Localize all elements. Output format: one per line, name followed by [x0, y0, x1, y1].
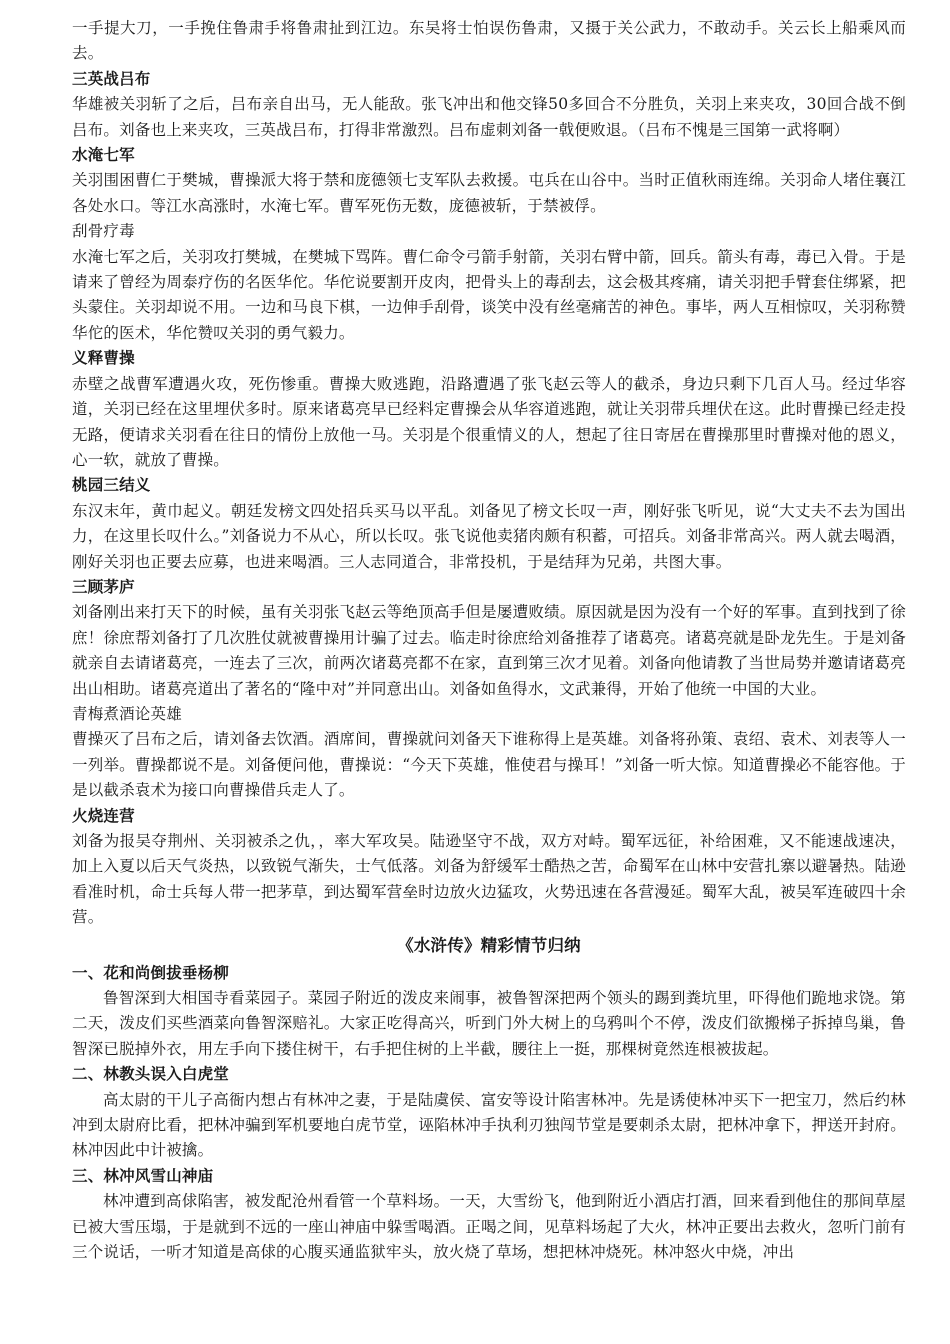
section-text-qingmei: 曹操灭了吕布之后，请刘备去饮酒。酒席间，曹操就问刘备天下谁称得上是英雄。刘备将孙策、袁绍、袁术、刘表等人一一列举。曹操都说不是。刘备便问他，曹操说：“今天下英雄，惟使君与操耳！”刘备一听大惊。知道曹操必不能容他。于是以截杀袁术为接口向曹操借兵走人了。: [72, 730, 906, 800]
shuihu-section-title-1: 一、花和尚倒拔垂杨柳: [72, 963, 230, 982]
intro-paragraph: 一手提大刀，一手挽住鲁肃手将鲁肃扯到江边。东吴将士怕误伤鲁肃，又摄于关公武力，不敢动手。关云长上船乘风而去。: [72, 19, 906, 63]
shuihu-section-text-3: 林冲遭到高俅陷害，被发配沧州看管一个草料场。一天，大雪纷飞，他到附近小酒店打酒，回来看到他住的那间草屋已被大雪压塌，于是就到不远的一座山神庙中躲雪喝酒。正喝之间，见草料场起了大火，林冲正要出去救火，忽听门前有三个说话，一听才知道是高俅的心腹买通监狱牢头，放火烧了草场，想把林冲烧死。林冲怒火中烧，冲出: [72, 1192, 906, 1262]
section-title-sangu: 三顾茅庐: [72, 577, 135, 596]
section-title-yishi: 义释曹操: [72, 349, 135, 368]
section-text-sanying: 华雄被关羽斩了之后，吕布亲自出马，无人能敌。张飞冲出和他交锋50多回合不分胜负，关羽上来夹攻，30回合战不倒吕布。刘备也上来夹攻，三英战吕布，打得非常激烈。吕布虚刺刘备一戟便败退。（吕布不愧是三国第一武将啊）: [72, 95, 906, 139]
shuihu-title: 《水浒传》精彩情节归纳: [397, 935, 581, 955]
section-text-shuiyan: 关羽围困曹仁于樊城，曹操派大将于禁和庞德领七支军队去救援。屯兵在山谷中。当时正值秋雨连绵。关羽命人堵住襄江各处水口。等江水高涨时，水淹七军。曹军死伤无数，庞德被斩，于禁被俘。: [72, 171, 906, 215]
section-text-sangu: 刘备刚出来打天下的时候，虽有关羽张飞赵云等绝顶高手但是屡遭败绩。原因就是因为没有一个好的军事。直到找到了徐庶！徐庶帮刘备打了几次胜仗就被曹操用计骗了过去。临走时徐庶给刘备推荐了诸葛亮。诸葛亮就是卧龙先生。于是刘备就亲自去请诸葛亮，一连去了三次，前两次诸葛亮都不在家，直到第三次才见着。刘备向他请教了当世局势并邀请诸葛亮出山相助。诸葛亮道出了著名的“隆中对”并同意出山。刘备如鱼得水，文武兼得，开始了他统一中国的大业。: [72, 603, 906, 698]
section-text-yishi: 赤壁之战曹军遭遇火攻，死伤惨重。曹操大败逃跑，沿路遭遇了张飞赵云等人的截杀，身边只剩下几百人马。经过华容道，关羽已经在这里埋伏多时。原来诸葛亮早已经料定曹操会从华容道逃跑，就让关羽带兵埋伏在这。此时曹操已经走投无路，便请求关羽看在往日的情份上放他一马。关羽是个很重情义的人，想起了往日寄居在曹操那里时曹操对他的恩义，心一软，就放了曹操。: [72, 374, 906, 469]
shuihu-section-text-1: 鲁智深到大相国寺看菜园子。菜园子附近的泼皮来闹事，被鲁智深把两个领头的踢到粪坑里，吓得他们跪地求饶。第二天，泼皮们买些酒菜向鲁智深赔礼。大家正吃得高兴，听到门外大树上的乌鸦叫个不停，泼皮们欲搬梯子拆掉鸟巢，鲁智深已脱掉外衣，用左手向下搂住树干，右手把住树的上半截，腰往上一挺，那棵树竟然连根被拔起。: [72, 989, 906, 1058]
section-title-huoshao: 火烧连营: [72, 806, 135, 825]
section-title-qingmei: 青梅煮酒论英雄: [72, 704, 182, 723]
shuihu-section-text-2: 高太尉的干儿子高衙内想占有林冲之妻，于是陆虞侯、富安等设计陷害林冲。先是诱使林冲买下一把宝刀，然后约林冲到太尉府比看，把林冲骗到军机要地白虎节堂，诬陷林冲手执利刃独闯节堂是要刺杀太尉，把林冲拿下，押送开封府。林冲因此中计被擒。: [72, 1090, 906, 1160]
shuihu-section-title-2: 二、林教头误入白虎堂: [72, 1065, 230, 1084]
section-title-sanying: 三英战吕布: [72, 69, 151, 88]
section-text-huoshao: 刘备为报吴夺荆州、关羽被杀之仇，，率大军攻吴。陆逊坚守不战，双方对峙。蜀军远征，补给困难，又不能速战速决，加上入夏以后天气炎热，以致锐气渐失，士气低落。刘备为舒缓军士酷热之苦，命蜀军在山林中安营扎寨以避暑热。陆逊看准时机，命士兵每人带一把茅草，到达蜀军营垒时边放火边猛攻，火势迅速在各营漫延。蜀军大乱，被吴军连破四十余营。: [72, 832, 906, 927]
section-title-shuiyan: 水淹七军: [72, 146, 135, 165]
shuihu-section-title-3: 三、林冲风雪山神庙: [72, 1166, 214, 1185]
section-title-guagu: 刮骨疗毒: [72, 222, 135, 241]
section-text-taoyuan: 东汉末年，黄巾起义。朝廷发榜文四处招兵买马以平乱。刘备见了榜文长叹一声，刚好张飞听见，说“大丈夫不去为国出力，在这里长叹什么。”刘备说力不从心，所以长叹。张飞说他卖猪肉颇有积蓄，可招兵。刘备非常高兴。两人就去喝酒，刚好关羽也正要去应募，也进来喝酒。三人志同道合，非常投机，于是结拜为兄弟，共图大事。: [72, 501, 906, 571]
section-text-guagu: 水淹七军之后，关羽攻打樊城，在樊城下骂阵。曹仁命令弓箭手射箭，关羽右臂中箭，回兵。箭头有毒，毒已入骨。于是请来了曾经为周泰疗伤的名医华佗。华佗说要割开皮肉，把骨头上的毒刮去，这会极其疼痛，请关羽把手臂套住绑紧，把头蒙住。关羽却说不用。一边和马良下棋，一边伸手刮骨，谈笑中没有丝毫痛苦的神色。事毕，两人互相惊叹，关羽称赞华佗的医术，华佗赞叹关羽的勇气毅力。: [72, 247, 906, 342]
section-title-taoyuan: 桃园三结义: [72, 476, 151, 495]
